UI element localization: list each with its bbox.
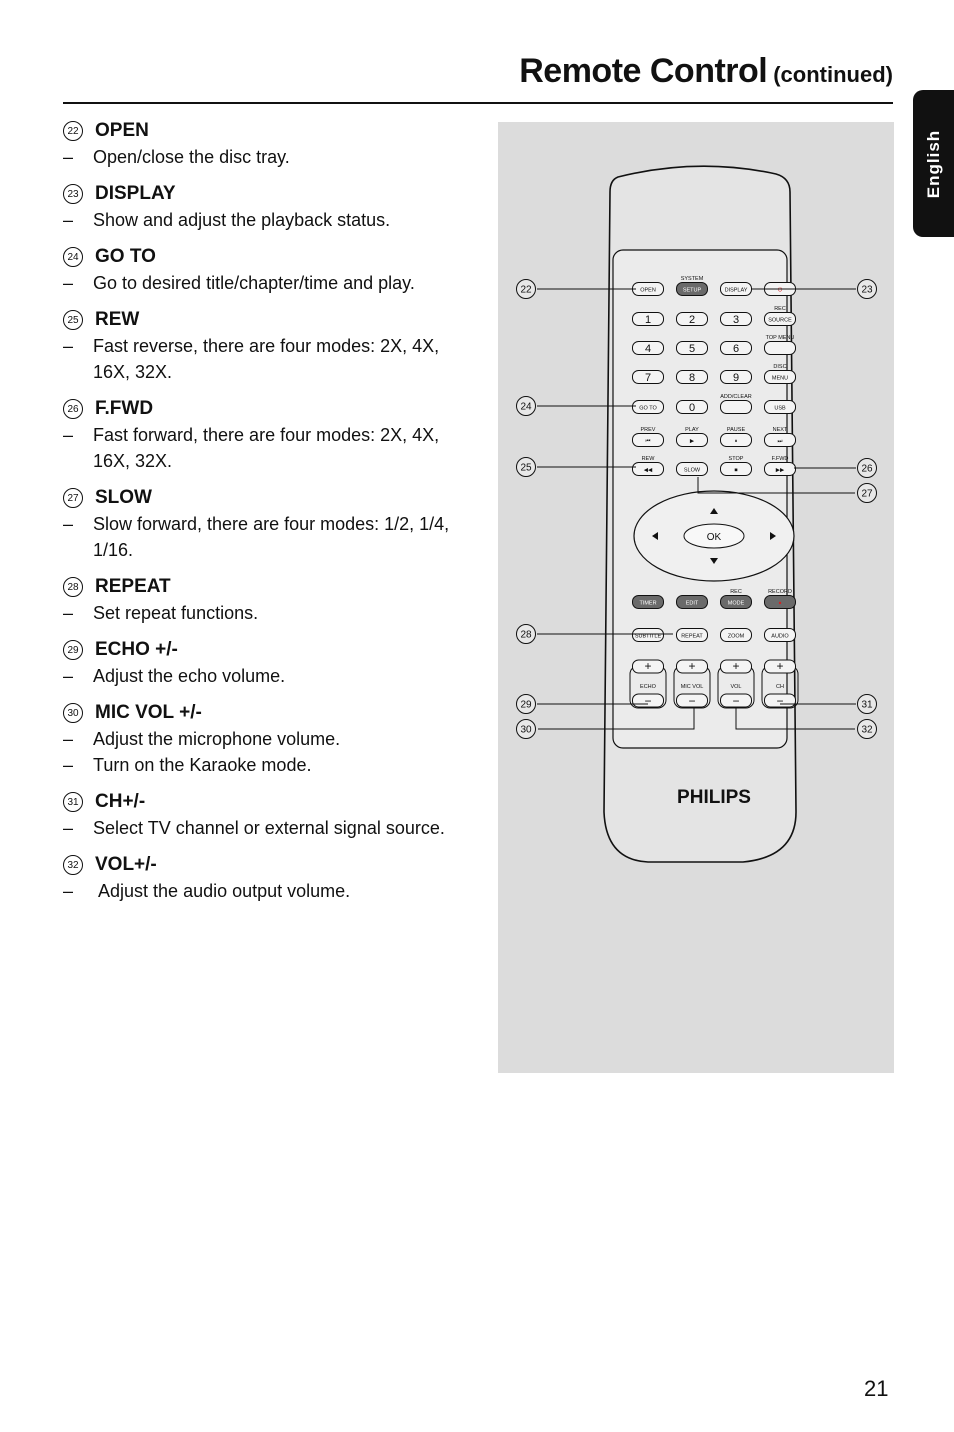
remote-figure bbox=[498, 122, 894, 1073]
remote-button-label: ● bbox=[778, 600, 782, 607]
rocker-plus-label: + bbox=[732, 659, 740, 673]
rocker-caption: MIC VOL bbox=[680, 684, 704, 690]
brand-logo: PHILIPS bbox=[677, 787, 751, 808]
item-description bbox=[63, 600, 473, 626]
remote-button-caption: PLAY bbox=[685, 427, 699, 433]
function-item bbox=[63, 181, 473, 233]
dash-bullet: – bbox=[63, 755, 74, 775]
item-number-badge: 26 bbox=[63, 399, 83, 419]
ok-button-label: OK bbox=[706, 532, 722, 543]
callout-number: 23 bbox=[861, 284, 873, 296]
function-item-heading bbox=[63, 789, 473, 815]
rocker-plus-label: + bbox=[644, 659, 652, 673]
page-number: 21 bbox=[864, 1376, 889, 1401]
function-item-heading bbox=[63, 485, 473, 511]
remote-button-caption: DISC bbox=[773, 364, 787, 370]
remote-button bbox=[721, 401, 752, 414]
rocker-plus-label: + bbox=[688, 659, 696, 673]
item-number-badge: 30 bbox=[63, 703, 83, 723]
page-title: Remote Control bbox=[519, 52, 768, 90]
remote-button-label: ⏮ bbox=[645, 438, 651, 445]
remote-button-caption: PREV bbox=[640, 427, 656, 433]
item-description bbox=[63, 207, 473, 233]
item-description bbox=[63, 511, 473, 563]
remote-button-label: 9 bbox=[732, 372, 740, 384]
function-item bbox=[63, 789, 473, 841]
remote-button-label: 2 bbox=[688, 314, 696, 326]
dash-bullet: – bbox=[63, 603, 74, 623]
dash-bullet: – bbox=[63, 147, 74, 167]
language-tab-label: English bbox=[923, 129, 943, 198]
callout-number: 22 bbox=[520, 284, 532, 296]
remote-button-label: EDIT bbox=[685, 600, 699, 607]
function-item bbox=[63, 700, 473, 778]
item-description bbox=[63, 333, 473, 385]
item-number-badge: 28 bbox=[63, 577, 83, 597]
rocker-minus-label: − bbox=[776, 694, 784, 708]
callout-number: 25 bbox=[520, 462, 532, 474]
remote-button-label: 7 bbox=[644, 372, 652, 384]
item-description bbox=[63, 270, 473, 296]
callout-number: 32 bbox=[861, 724, 873, 736]
item-number-badge: 24 bbox=[63, 247, 83, 267]
item-description-text: Adjust the microphone volume. bbox=[93, 729, 341, 749]
remote-button-label: ■ bbox=[734, 467, 738, 474]
remote-button-caption: F.FWD bbox=[771, 456, 789, 462]
dash-bullet: – bbox=[63, 666, 74, 686]
item-number-badge: 32 bbox=[63, 855, 83, 875]
function-item bbox=[63, 852, 473, 904]
dash-bullet: – bbox=[63, 818, 74, 838]
item-description bbox=[63, 422, 473, 474]
item-description bbox=[63, 752, 473, 778]
remote-button-caption: ADD/CLEAR bbox=[720, 394, 752, 400]
dash-bullet: – bbox=[63, 514, 74, 534]
remote-button-label: GO TO bbox=[639, 405, 657, 412]
item-description-text: Adjust the echo volume. bbox=[93, 666, 286, 686]
remote-button-caption: STOP bbox=[728, 456, 744, 462]
remote-illustration bbox=[498, 122, 894, 1073]
item-description-text: Turn on the Karaoke mode. bbox=[93, 755, 312, 775]
item-title: GO TO bbox=[95, 246, 156, 267]
remote-button-label: 5 bbox=[688, 343, 696, 355]
item-title: F.FWD bbox=[95, 398, 154, 419]
item-description-text: Slow forward, there are four modes: 1/2, 1/4, 1/16. bbox=[93, 514, 455, 560]
remote-button-label: MENU bbox=[771, 375, 789, 382]
callout-number: 29 bbox=[520, 699, 532, 711]
remote-button-caption: NEXT bbox=[772, 427, 788, 433]
remote-button-caption: PAUSE bbox=[726, 427, 746, 433]
callout-number: 28 bbox=[520, 629, 532, 641]
function-item-heading bbox=[63, 181, 473, 207]
item-description-text: Go to desired title/chapter/time and play. bbox=[93, 273, 415, 293]
function-item bbox=[63, 574, 473, 626]
remote-button-label: SOURCE bbox=[768, 317, 792, 324]
function-item-heading bbox=[63, 118, 473, 144]
rocker-minus-label: − bbox=[644, 694, 652, 708]
item-title: SLOW bbox=[95, 487, 152, 508]
remote-button-label: SLOW bbox=[683, 467, 701, 474]
remote-button-label: ⏸ bbox=[734, 438, 738, 445]
item-number-badge: 27 bbox=[63, 488, 83, 508]
remote-button-label: 1 bbox=[644, 314, 652, 326]
item-number-badge: 25 bbox=[63, 310, 83, 330]
rocker-minus-label: − bbox=[688, 694, 696, 708]
remote-button-label: TIMER bbox=[639, 600, 657, 607]
item-title: ECHO +/- bbox=[95, 639, 178, 660]
item-number-badge: 23 bbox=[63, 184, 83, 204]
callout-number: 30 bbox=[520, 724, 532, 736]
item-description bbox=[63, 663, 473, 689]
function-item bbox=[63, 244, 473, 296]
item-title: CH+/- bbox=[95, 791, 146, 812]
remote-button-label: ⏻ bbox=[777, 287, 783, 294]
remote-button-label: AUDIO bbox=[771, 633, 789, 640]
item-description bbox=[63, 815, 473, 841]
dash-bullet: – bbox=[63, 425, 74, 445]
item-title: DISPLAY bbox=[95, 183, 176, 204]
item-title: VOL+/- bbox=[95, 854, 157, 875]
remote-button-caption: SYSTEM bbox=[680, 276, 704, 282]
remote-button-label: ⏭ bbox=[777, 438, 783, 445]
remote-button bbox=[765, 342, 796, 355]
item-description-text: Set repeat functions. bbox=[93, 603, 259, 623]
dash-bullet: – bbox=[63, 881, 74, 901]
dash-bullet: – bbox=[63, 273, 74, 293]
callout-number: 26 bbox=[861, 463, 873, 475]
function-item bbox=[63, 396, 473, 474]
item-description-text: Fast reverse, there are four modes: 2X, 4X, 16X, 32X. bbox=[93, 336, 445, 382]
function-item-heading bbox=[63, 396, 473, 422]
item-title: REW bbox=[95, 309, 140, 330]
page-subtitle: (continued) bbox=[773, 62, 893, 87]
remote-button-caption: REC bbox=[730, 589, 742, 595]
remote-button-label: USB bbox=[774, 405, 786, 412]
remote-button-caption: REW bbox=[641, 456, 655, 462]
rocker-caption: ECHO bbox=[640, 684, 656, 690]
callout-number: 24 bbox=[520, 401, 532, 413]
remote-button-caption: RECORD bbox=[768, 589, 792, 595]
rocker-caption: VOL bbox=[730, 684, 742, 690]
item-number-badge: 29 bbox=[63, 640, 83, 660]
function-item-heading bbox=[63, 307, 473, 333]
function-item-heading bbox=[63, 574, 473, 600]
dash-bullet: – bbox=[63, 336, 74, 356]
function-item bbox=[63, 307, 473, 385]
item-description-text: Fast forward, there are four modes: 2X, 4X, 16X, 32X. bbox=[93, 425, 445, 471]
dash-bullet: – bbox=[63, 729, 74, 749]
rocker-plus-label: + bbox=[776, 659, 784, 673]
remote-button-label: SUBTITLE bbox=[634, 633, 662, 640]
function-list bbox=[63, 118, 473, 915]
remote-button-label: ZOOM bbox=[727, 633, 745, 640]
remote-button-label: OPEN bbox=[640, 287, 656, 294]
function-item bbox=[63, 637, 473, 689]
remote-button-label: SETUP bbox=[682, 287, 702, 294]
item-description-text: Select TV channel or external signal source. bbox=[93, 818, 445, 838]
remote-button-label: MODE bbox=[727, 600, 745, 607]
rocker-caption: CH bbox=[776, 684, 784, 690]
remote-button-caption: TOP MENU bbox=[765, 335, 795, 341]
dash-bullet: – bbox=[63, 210, 74, 230]
item-description bbox=[63, 726, 473, 752]
item-description bbox=[63, 878, 473, 904]
function-item-heading bbox=[63, 852, 473, 878]
remote-button-label: ▶ bbox=[689, 438, 695, 445]
callout-number: 31 bbox=[861, 699, 873, 711]
item-number-badge: 22 bbox=[63, 121, 83, 141]
item-title: REPEAT bbox=[95, 576, 171, 597]
remote-button-caption: REC bbox=[774, 306, 786, 312]
item-title: MIC VOL +/- bbox=[95, 702, 202, 723]
callout-number: 27 bbox=[861, 488, 873, 500]
remote-button-label: REPEAT bbox=[681, 633, 703, 640]
function-item-heading bbox=[63, 637, 473, 663]
function-item-heading bbox=[63, 700, 473, 726]
remote-button-label: DISPLAY bbox=[724, 287, 748, 294]
item-description-text: Open/close the disc tray. bbox=[93, 147, 290, 167]
remote-button-label: 4 bbox=[644, 343, 652, 355]
remote-button-label: 8 bbox=[688, 372, 696, 384]
remote-button-label: 3 bbox=[732, 314, 740, 326]
rocker-minus-label: − bbox=[732, 694, 740, 708]
item-title: OPEN bbox=[95, 120, 149, 141]
function-item-heading bbox=[63, 244, 473, 270]
remote-button-label: 0 bbox=[688, 402, 696, 414]
item-number-badge: 31 bbox=[63, 792, 83, 812]
remote-button-label: 6 bbox=[732, 343, 740, 355]
function-item bbox=[63, 485, 473, 563]
remote-button-label: ▶▶ bbox=[775, 467, 785, 474]
remote-button-label: ◀◀ bbox=[643, 467, 653, 474]
language-tab bbox=[913, 90, 954, 237]
page-header bbox=[63, 52, 893, 104]
item-description-text: Show and adjust the playback status. bbox=[93, 210, 391, 230]
item-description bbox=[63, 144, 473, 170]
function-item bbox=[63, 118, 473, 170]
item-description-text: Adjust the audio output volume. bbox=[93, 881, 351, 901]
